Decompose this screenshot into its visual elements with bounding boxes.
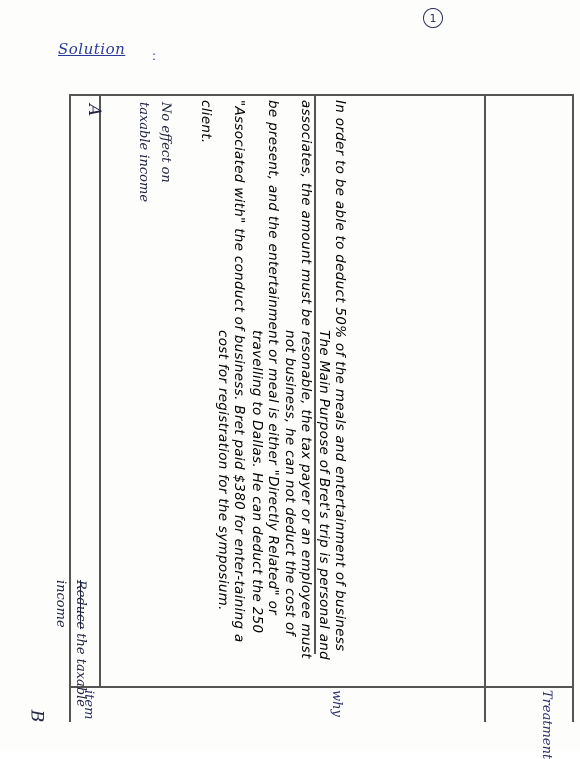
solution-heading: Solution <box>58 40 126 58</box>
heading-colon: : <box>152 49 157 63</box>
row-a-why: In order to be able to deduct 50% of the meals and entertainment of business associates, the amount must be resonable, the tax payer or an employee must be present, and the entertainment or meal is either "Directly Related" or "Associated with" the conduct of business. Bret paid $380 for enter-taining a client. <box>198 100 348 659</box>
row-a-treatment: No effect on taxable income <box>136 102 173 203</box>
row-b-item: B <box>26 709 47 723</box>
row-b-why-rotated <box>120 330 340 660</box>
row-a-item: A <box>84 104 104 117</box>
header-treatment: Treatment <box>539 690 554 759</box>
table-border-left <box>69 94 574 96</box>
row-b-treatment-strike: Reduce <box>73 580 88 630</box>
header-why: why <box>329 690 344 717</box>
row-b-why: The Main Purpose of Bret's trip is personal and not business, he can not deduct the cost of travelling to Dallas. He can deduct the 250 cost for registration for the symposium. <box>215 330 332 660</box>
row-b-treatment-rotated <box>50 580 90 740</box>
header-item: item <box>81 690 96 720</box>
table-border-top <box>573 94 575 722</box>
row-b-treatment: the taxable income <box>53 580 88 707</box>
page-number: 1 <box>423 8 443 28</box>
